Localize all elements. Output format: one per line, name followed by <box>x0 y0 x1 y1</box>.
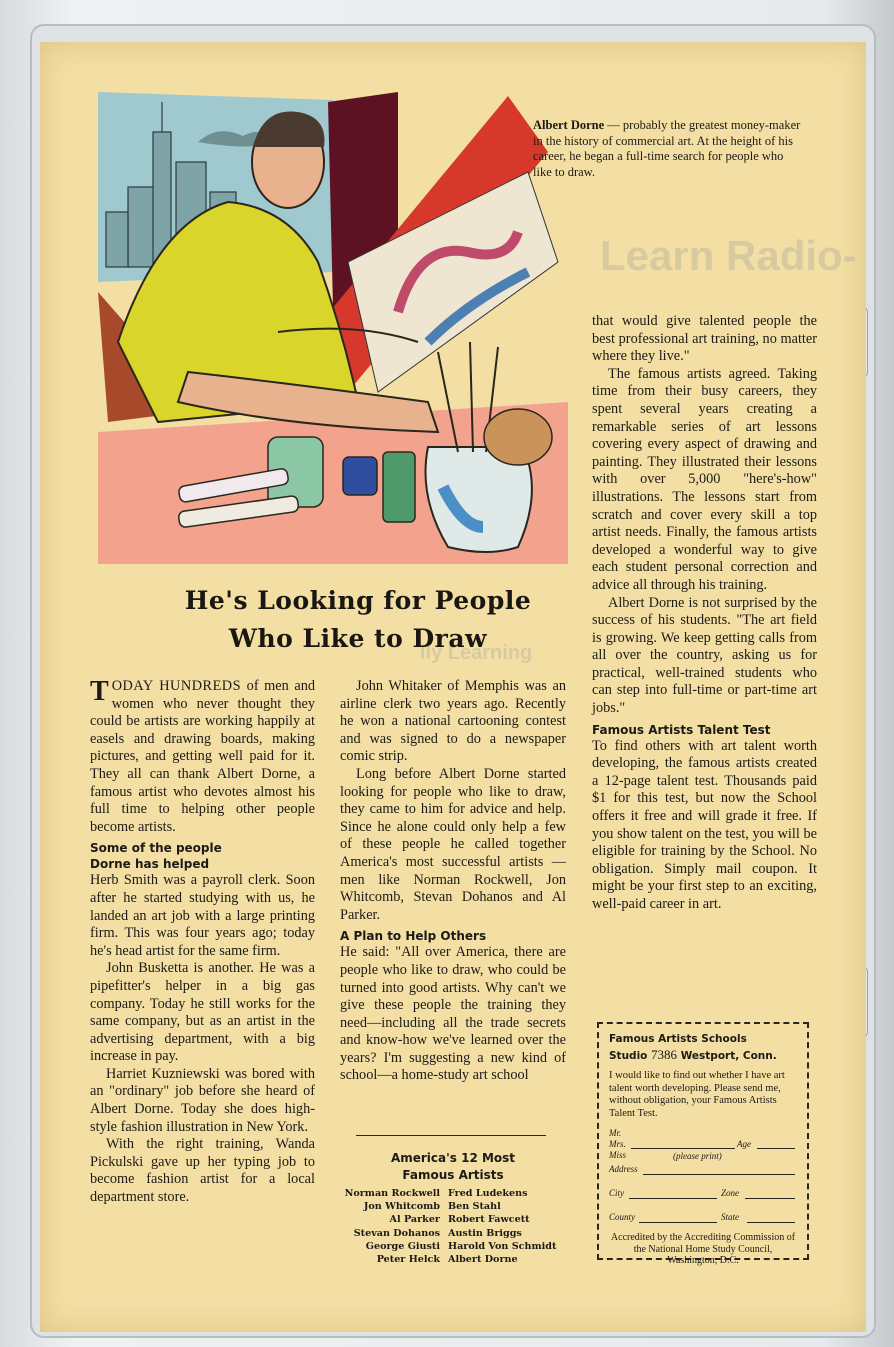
bleed-through-text: lly Learning <box>420 642 533 664</box>
paragraph: To find others with art talent worth developing, the famous artists created a 12-page talent test. Thousands paid $1 for this test, but now the School offers it free and will grade it free. If you show talent on the test, you will be eligible for training by the School. No obligation. Simply mail coupon. It might be your first step to an exciting, well-paid career in art. <box>592 737 817 912</box>
article-column-1 <box>90 678 315 1207</box>
field-label: Age <box>737 1139 751 1149</box>
accreditation-note: Accredited by the Accrediting Commission of the National Home Study Council, Washington, D.C. <box>610 1232 796 1266</box>
artist-name: Stevan Dohanos <box>353 1227 440 1239</box>
coupon-school: Famous Artists Schools <box>609 1033 747 1045</box>
artists-title-line: America's 12 Most <box>390 1151 516 1165</box>
city-zone-field[interactable] <box>609 1188 797 1212</box>
artist-row <box>336 1253 568 1266</box>
paragraph: Albert Dorne is not surprised by the success of his students. "The art field is growing. We keep getting calls from all over the country, asking us for practical, well-trained students who can step into full-time or part-time art jobs." <box>592 594 817 717</box>
mail-in-coupon[interactable] <box>597 1022 809 1266</box>
studio-number: 7386 <box>651 1047 678 1062</box>
heading-line: Some of the people <box>90 841 222 856</box>
coupon-studio <box>609 1047 797 1064</box>
artists-title-line: Famous Artists <box>402 1168 504 1182</box>
paragraph: He said: "All over America, there are people who like to draw, who could be turned into good artists. Why can't we give these people the training they need—including all the trade secrets and know-how we've learned over the years? I'm suggesting a new kind of school—a home-study art school <box>340 944 566 1084</box>
field-label: State <box>721 1212 739 1222</box>
paragraph: With the right training, Wanda Pickulski gave up her typing job to become fashion artist for a local department store. <box>90 1136 315 1206</box>
artist-name: Norman Rockwell <box>344 1188 440 1199</box>
name-field[interactable] <box>609 1128 797 1164</box>
artist-row <box>336 1227 568 1240</box>
field-hint: (please print) <box>673 1151 722 1161</box>
artist-name: Ben Stahl <box>448 1201 501 1213</box>
county-state-field[interactable] <box>609 1212 797 1226</box>
page-headline <box>98 582 618 658</box>
section-heading: Famous Artists Talent Test <box>592 722 771 737</box>
artist-name: George Giusti <box>365 1240 440 1252</box>
paragraph: Long before Albert Dorne started looking for people who like to draw, they came to him for advice and help. Since he alone could only help a few of these people he called together America's most successful artists —men like Norman Rockwell, Jon Whitcomb, Stevan Dohanos and Al Parker. <box>340 765 566 923</box>
artist-name: Harold Von Schmidt <box>448 1240 557 1252</box>
paragraph: that would give talented people the best professional art training, no matter where they live." <box>592 313 817 365</box>
divider <box>356 1135 546 1136</box>
coupon-message: I would like to find out whether I have art talent worth developing. Please send me, without obligation, your Famous Artists Talent Test. <box>609 1070 785 1119</box>
section-heading <box>90 840 315 872</box>
artist-name: Robert Fawcett <box>448 1214 530 1226</box>
artists-title <box>340 1150 566 1184</box>
artist-name: Fred Ludekens <box>448 1188 528 1199</box>
heading-line: Dorne has helped <box>90 857 210 872</box>
paragraph <box>90 678 315 836</box>
artist-name: Albert Dorne <box>448 1254 518 1266</box>
artist-row <box>336 1200 568 1213</box>
section-heading: A Plan to Help Others <box>340 929 487 944</box>
paragraph: The famous artists agreed. Taking time from their busy careers, they spent several years creating a remarkable series of art lessons covering every aspect of drawing and painting. They illustrated their lessons with over 5,000 "here's-how" illustrations. The lessons start from scratch and cover every skill a top artist needs. Finally, the famous artists developed a wonderful way to give each student personal correction and advice all through his training. <box>592 365 817 593</box>
headline-line-1: He's Looking for People <box>184 586 532 615</box>
address-field[interactable] <box>609 1164 797 1188</box>
illustration-caption <box>533 118 803 180</box>
artist-name: Al Parker <box>389 1214 440 1226</box>
artist-row <box>336 1187 568 1200</box>
studio-location: Westport, Conn. <box>680 1050 777 1062</box>
field-label: County <box>609 1212 635 1222</box>
caption-text: — probably the greatest money-maker in the history of commercial art. At the height of his career, he began a full-time search for people who like to draw. <box>533 118 801 179</box>
paragraph: Harriet Kuzniewski was bored with an "ordinary" job before she heard of Albert Dorne. Today she does high-style fashion illustration in New York. <box>90 1065 315 1135</box>
bleed-through-text: Learn Radio- <box>600 232 857 279</box>
albert-dorne-illustration <box>98 92 574 564</box>
field-label: Mr. <box>609 1128 622 1138</box>
paragraph: John Busketta is another. He was a pipefitter's helper in a big gas company. Today he still works for the same company, but as an artist in the advertising department, with a big increase in pay. <box>90 960 315 1065</box>
studio-prefix: Studio <box>609 1050 648 1062</box>
article-column-3 <box>592 313 817 914</box>
artist-row <box>336 1213 568 1226</box>
small-caps-lead: ODAY HUNDREDS <box>111 678 242 694</box>
artist-name: Austin Briggs <box>448 1227 522 1239</box>
artist-name: Jon Whitcomb <box>363 1201 440 1213</box>
caption-name: Albert Dorne <box>533 118 605 132</box>
article-column-2 <box>340 678 566 1085</box>
artist-row <box>336 1240 568 1253</box>
field-label: Mrs. <box>609 1139 626 1149</box>
headline-line-2: Who Like to Draw <box>228 624 488 653</box>
paragraph: John Whitaker of Memphis was an airline clerk two years ago. Recently he won a national cartooning contest and was signed to do a newspaper comic strip. <box>340 678 566 765</box>
artists-list <box>336 1187 568 1266</box>
field-label: Zone <box>721 1188 739 1198</box>
paragraph-text: of men and women who never thought they could be artists are working happily at easels and drawing boards, making pictures, and getting well paid for it. They all can thank Albert Dorne, a famous artist who devotes almost his full time to helping other people become artists. <box>90 678 316 835</box>
field-label: Address <box>609 1164 638 1174</box>
drop-cap: T <box>90 676 109 707</box>
paragraph: Herb Smith was a payroll clerk. Soon after he started studying with us, he landed an art job with a large printing firm. This was four years ago; today he's head artist for the same firm. <box>90 872 315 959</box>
artist-name: Peter Helck <box>376 1254 440 1266</box>
field-label: Miss <box>609 1150 627 1160</box>
field-label: City <box>609 1188 624 1198</box>
